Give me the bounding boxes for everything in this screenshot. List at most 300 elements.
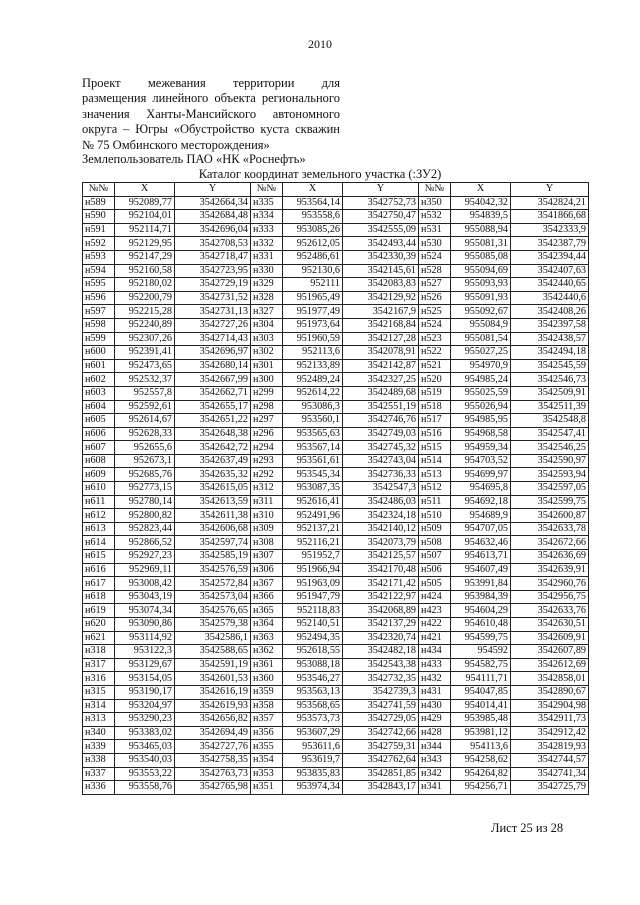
point-id-cell: н592 [83, 237, 115, 251]
y-coordinate-cell: 3542743,04 [343, 454, 419, 468]
x-coordinate-cell: 951963,09 [283, 577, 343, 591]
point-id-cell: н312 [251, 482, 283, 496]
x-coordinate-cell: 952137,21 [283, 522, 343, 536]
x-coordinate-cell: 953611,6 [283, 740, 343, 754]
x-coordinate-cell: 953974,34 [283, 781, 343, 795]
x-coordinate-cell: 952391,41 [115, 346, 175, 360]
y-coordinate-cell: 3542407,63 [511, 264, 589, 278]
point-id-cell: н526 [419, 291, 451, 305]
table-row [83, 318, 589, 332]
x-coordinate-cell: 952685,76 [115, 468, 175, 482]
x-coordinate-cell: 952673,1 [115, 454, 175, 468]
x-coordinate-cell: 951960,59 [283, 332, 343, 346]
y-coordinate-cell: 3542607,89 [511, 645, 589, 659]
y-coordinate-cell: 3542590,97 [511, 454, 589, 468]
point-id-cell: н430 [419, 699, 451, 713]
point-id-cell: н316 [83, 672, 115, 686]
point-id-cell: н596 [83, 291, 115, 305]
point-id-cell: н432 [419, 672, 451, 686]
x-coordinate-cell: 952180,02 [115, 278, 175, 292]
x-coordinate-cell: 955094,69 [451, 264, 511, 278]
table-row [83, 563, 589, 577]
title-line: округа – Югры «Обустройство куста скважин [82, 122, 340, 137]
y-coordinate-cell: 3542600,87 [511, 509, 589, 523]
point-id-cell: н314 [83, 699, 115, 713]
y-coordinate-cell: 3542633,78 [511, 522, 589, 536]
y-coordinate-cell: 3542599,75 [511, 495, 589, 509]
y-coordinate-cell: 3542440,6 [511, 291, 589, 305]
x-coordinate-cell: 952104,01 [115, 210, 175, 224]
x-coordinate-cell: 953190,17 [115, 685, 175, 699]
table-row [83, 196, 589, 210]
point-id-cell: н423 [419, 604, 451, 618]
y-coordinate-cell: 3542655,17 [175, 400, 251, 414]
y-coordinate-cell: 3542543,38 [343, 658, 419, 672]
point-id-cell: н621 [83, 631, 115, 645]
y-coordinate-cell: 3542672,66 [511, 536, 589, 550]
y-coordinate-cell: 3542746,76 [343, 414, 419, 428]
y-coordinate-cell: 3542494,18 [511, 346, 589, 360]
table-row [83, 278, 589, 292]
point-id-cell: н599 [83, 332, 115, 346]
point-id-cell: н306 [251, 563, 283, 577]
title-line: размещения линейного объекта регионального [82, 91, 340, 106]
point-id-cell: н307 [251, 550, 283, 564]
point-id-cell: н602 [83, 373, 115, 387]
y-coordinate-cell: 3542745,32 [343, 441, 419, 455]
point-id-cell: н521 [419, 359, 451, 373]
point-id-cell: н340 [83, 726, 115, 740]
y-coordinate-cell: 3542397,58 [511, 318, 589, 332]
table-row [83, 250, 589, 264]
y-coordinate-cell: 3542555,09 [343, 223, 419, 237]
y-coordinate-cell: 3542127,28 [343, 332, 419, 346]
table-row [83, 740, 589, 754]
point-id-cell: н317 [83, 658, 115, 672]
x-coordinate-cell: 953545,34 [283, 468, 343, 482]
point-id-cell: н308 [251, 536, 283, 550]
point-id-cell: н318 [83, 645, 115, 659]
y-coordinate-cell: 3542597,05 [511, 482, 589, 496]
x-coordinate-cell: 952532,37 [115, 373, 175, 387]
x-coordinate-cell: 953573,73 [283, 713, 343, 727]
x-coordinate-cell: 952147,29 [115, 250, 175, 264]
table-row [83, 414, 589, 428]
x-coordinate-cell: 954695,8 [451, 482, 511, 496]
point-id-cell: н329 [251, 278, 283, 292]
x-coordinate-cell: 954703,52 [451, 454, 511, 468]
project-title [82, 76, 340, 153]
y-coordinate-cell: 3542493,44 [343, 237, 419, 251]
x-coordinate-cell: 955081,31 [451, 237, 511, 251]
x-coordinate-cell: 954699,97 [451, 468, 511, 482]
point-id-cell: н362 [251, 645, 283, 659]
x-coordinate-cell: 954592 [451, 645, 511, 659]
y-coordinate-cell: 3542408,26 [511, 305, 589, 319]
x-coordinate-cell: 955027,25 [451, 346, 511, 360]
x-coordinate-cell: 954610,48 [451, 618, 511, 632]
y-coordinate-cell: 3542696,04 [175, 223, 251, 237]
y-coordinate-cell: 3542667,99 [175, 373, 251, 387]
table-row [83, 346, 589, 360]
table-row [83, 699, 589, 713]
y-coordinate-cell: 3542956,75 [511, 590, 589, 604]
y-coordinate-cell: 3542749,03 [343, 427, 419, 441]
y-coordinate-cell: 3542387,79 [511, 237, 589, 251]
point-id-cell: н336 [83, 781, 115, 795]
point-id-cell: н505 [419, 577, 451, 591]
table-row [83, 781, 589, 795]
point-id-cell: н342 [419, 767, 451, 781]
x-coordinate-cell: 954968,58 [451, 427, 511, 441]
title-line: № 75 Омбинского месторождения» [82, 137, 270, 152]
y-coordinate-cell: 3542664,34 [175, 196, 251, 210]
y-coordinate-cell: 3542696,97 [175, 346, 251, 360]
x-coordinate-cell: 953465,03 [115, 740, 175, 754]
point-id-cell: н595 [83, 278, 115, 292]
x-coordinate-cell: 955081,54 [451, 332, 511, 346]
y-coordinate-cell: 3542684,48 [175, 210, 251, 224]
point-id-cell: н513 [419, 468, 451, 482]
point-id-cell: н597 [83, 305, 115, 319]
point-id-cell: н617 [83, 577, 115, 591]
table-row [83, 645, 589, 659]
table-row [83, 441, 589, 455]
x-coordinate-cell: 952116,21 [283, 536, 343, 550]
point-id-cell: н344 [419, 740, 451, 754]
table-row [83, 577, 589, 591]
y-coordinate-cell: 3542851,85 [343, 767, 419, 781]
table-row [83, 658, 589, 672]
x-coordinate-cell: 952491,96 [283, 509, 343, 523]
y-coordinate-cell: 3542611,38 [175, 509, 251, 523]
y-coordinate-cell: 3542612,69 [511, 658, 589, 672]
point-id-cell: н365 [251, 604, 283, 618]
x-coordinate-cell: 952866,52 [115, 536, 175, 550]
table-row [83, 604, 589, 618]
table-row [83, 631, 589, 645]
x-coordinate-cell: 952616,41 [283, 495, 343, 509]
x-coordinate-cell: 952927,23 [115, 550, 175, 564]
point-id-cell: н523 [419, 332, 451, 346]
table-row [83, 672, 589, 686]
y-coordinate-cell: 3542630,51 [511, 618, 589, 632]
y-coordinate-cell: 3542330,39 [343, 250, 419, 264]
y-coordinate-cell: 3542763,73 [175, 767, 251, 781]
y-coordinate-cell: 3542547,41 [511, 427, 589, 441]
x-coordinate-cell: 952823,44 [115, 522, 175, 536]
y-coordinate-cell: 3542651,22 [175, 414, 251, 428]
point-id-cell: н339 [83, 740, 115, 754]
y-coordinate-cell: 3542613,59 [175, 495, 251, 509]
y-coordinate-cell: 3542736,33 [343, 468, 419, 482]
x-coordinate-cell: 953074,34 [115, 604, 175, 618]
y-coordinate-cell: 3542511,39 [511, 400, 589, 414]
x-coordinate-cell: 953984,39 [451, 590, 511, 604]
y-coordinate-cell: 3542741,59 [343, 699, 419, 713]
point-id-cell: н355 [251, 740, 283, 754]
y-coordinate-cell: 3541866,68 [511, 210, 589, 224]
column-header: X [283, 183, 343, 197]
x-coordinate-cell: 952628,33 [115, 427, 175, 441]
y-coordinate-cell: 3542739,3 [343, 685, 419, 699]
table-row [83, 482, 589, 496]
y-coordinate-cell: 3542911,73 [511, 713, 589, 727]
x-coordinate-cell: 953129,67 [115, 658, 175, 672]
table-row [83, 495, 589, 509]
point-id-cell: н331 [251, 250, 283, 264]
point-id-cell: н292 [251, 468, 283, 482]
point-id-cell: н351 [251, 781, 283, 795]
table-row [83, 359, 589, 373]
x-coordinate-cell: 953565,63 [283, 427, 343, 441]
y-coordinate-cell: 3542890,67 [511, 685, 589, 699]
coordinates-table [82, 182, 589, 795]
x-coordinate-cell: 954970,9 [451, 359, 511, 373]
y-coordinate-cell: 3542824,21 [511, 196, 589, 210]
y-coordinate-cell: 3542742,66 [343, 726, 419, 740]
point-id-cell: н296 [251, 427, 283, 441]
x-coordinate-cell: 952614,67 [115, 414, 175, 428]
point-id-cell: н515 [419, 441, 451, 455]
table-row [83, 590, 589, 604]
x-coordinate-cell: 953981,12 [451, 726, 511, 740]
x-coordinate-cell: 951977,49 [283, 305, 343, 319]
point-id-cell: н330 [251, 264, 283, 278]
point-id-cell: н528 [419, 264, 451, 278]
point-id-cell: н299 [251, 386, 283, 400]
column-header: Y [175, 183, 251, 197]
y-coordinate-cell: 3542509,91 [511, 386, 589, 400]
y-coordinate-cell: 3542588,65 [175, 645, 251, 659]
x-coordinate-cell: 953086,3 [283, 400, 343, 414]
table-row [83, 264, 589, 278]
x-coordinate-cell: 952129,95 [115, 237, 175, 251]
x-coordinate-cell: 952473,65 [115, 359, 175, 373]
y-coordinate-cell: 3542723,95 [175, 264, 251, 278]
point-id-cell: н356 [251, 726, 283, 740]
y-coordinate-cell: 3542639,91 [511, 563, 589, 577]
x-coordinate-cell: 954692,18 [451, 495, 511, 509]
y-coordinate-cell: 3542327,25 [343, 373, 419, 387]
x-coordinate-cell: 954707,05 [451, 522, 511, 536]
point-id-cell: н309 [251, 522, 283, 536]
x-coordinate-cell: 954632,46 [451, 536, 511, 550]
column-header: №№ [83, 183, 115, 197]
point-id-cell: н601 [83, 359, 115, 373]
table-row [83, 468, 589, 482]
x-coordinate-cell: 954985,95 [451, 414, 511, 428]
y-coordinate-cell: 3542324,18 [343, 509, 419, 523]
x-coordinate-cell: 954582,75 [451, 658, 511, 672]
y-coordinate-cell: 3542912,42 [511, 726, 589, 740]
y-coordinate-cell: 3542727,76 [175, 740, 251, 754]
y-coordinate-cell: 3542125,57 [343, 550, 419, 564]
x-coordinate-cell: 953090,86 [115, 618, 175, 632]
x-coordinate-cell: 955026,94 [451, 400, 511, 414]
point-id-cell: н433 [419, 658, 451, 672]
y-coordinate-cell: 3542440,65 [511, 278, 589, 292]
y-coordinate-cell: 3542597,74 [175, 536, 251, 550]
table-row [83, 291, 589, 305]
y-coordinate-cell: 3542750,47 [343, 210, 419, 224]
point-id-cell: н304 [251, 318, 283, 332]
x-coordinate-cell: 952200,79 [115, 291, 175, 305]
y-coordinate-cell: 3542170,48 [343, 563, 419, 577]
y-coordinate-cell: 3542843,17 [343, 781, 419, 795]
point-id-cell: н516 [419, 427, 451, 441]
point-id-cell: н610 [83, 482, 115, 496]
point-id-cell: н510 [419, 509, 451, 523]
y-coordinate-cell: 3542714,43 [175, 332, 251, 346]
table-row [83, 427, 589, 441]
y-coordinate-cell: 3542741,34 [511, 767, 589, 781]
x-coordinate-cell: 954047,85 [451, 685, 511, 699]
point-id-cell: н531 [419, 223, 451, 237]
y-coordinate-cell: 3542731,52 [175, 291, 251, 305]
x-coordinate-cell: 953383,02 [115, 726, 175, 740]
table-row [83, 386, 589, 400]
y-coordinate-cell: 3542579,38 [175, 618, 251, 632]
y-coordinate-cell: 3542708,53 [175, 237, 251, 251]
y-coordinate-cell: 3542694,49 [175, 726, 251, 740]
y-coordinate-cell: 3542438,57 [511, 332, 589, 346]
x-coordinate-cell: 953561,61 [283, 454, 343, 468]
x-coordinate-cell: 955092,67 [451, 305, 511, 319]
y-coordinate-cell: 3542576,65 [175, 604, 251, 618]
y-coordinate-cell: 3542727,26 [175, 318, 251, 332]
x-coordinate-cell: 953553,22 [115, 767, 175, 781]
point-id-cell: н612 [83, 509, 115, 523]
point-id-cell: н611 [83, 495, 115, 509]
y-coordinate-cell: 3542551,19 [343, 400, 419, 414]
x-coordinate-cell: 952089,77 [115, 196, 175, 210]
y-coordinate-cell: 3542073,79 [343, 536, 419, 550]
x-coordinate-cell: 953546,27 [283, 672, 343, 686]
y-coordinate-cell: 3542729,05 [343, 713, 419, 727]
table-row [83, 726, 589, 740]
x-coordinate-cell: 955088,94 [451, 223, 511, 237]
table-row [83, 618, 589, 632]
y-coordinate-cell: 3542591,19 [175, 658, 251, 672]
point-id-cell: н421 [419, 631, 451, 645]
x-coordinate-cell: 952113,6 [283, 346, 343, 360]
point-id-cell: н366 [251, 590, 283, 604]
x-coordinate-cell: 951947,79 [283, 590, 343, 604]
x-coordinate-cell: 953008,42 [115, 577, 175, 591]
point-id-cell: н594 [83, 264, 115, 278]
point-id-cell: н616 [83, 563, 115, 577]
column-header: Y [511, 183, 589, 197]
y-coordinate-cell: 3542593,94 [511, 468, 589, 482]
y-coordinate-cell: 3542145,61 [343, 264, 419, 278]
y-coordinate-cell: 3542960,76 [511, 577, 589, 591]
x-coordinate-cell: 952655,6 [115, 441, 175, 455]
x-coordinate-cell: 952494,35 [283, 631, 343, 645]
table-row [83, 713, 589, 727]
point-id-cell: н520 [419, 373, 451, 387]
table-row [83, 237, 589, 251]
y-coordinate-cell: 3542633,76 [511, 604, 589, 618]
x-coordinate-cell: 953085,26 [283, 223, 343, 237]
y-coordinate-cell: 3542068,89 [343, 604, 419, 618]
point-id-cell: н434 [419, 645, 451, 659]
point-id-cell: н367 [251, 577, 283, 591]
x-coordinate-cell: 953607,29 [283, 726, 343, 740]
point-id-cell: н615 [83, 550, 115, 564]
y-coordinate-cell: 3542320,74 [343, 631, 419, 645]
y-coordinate-cell: 3542656,82 [175, 713, 251, 727]
x-coordinate-cell: 954959,34 [451, 441, 511, 455]
x-coordinate-cell: 953558,6 [283, 210, 343, 224]
point-id-cell: н350 [419, 196, 451, 210]
x-coordinate-cell: 952307,26 [115, 332, 175, 346]
x-coordinate-cell: 953154,05 [115, 672, 175, 686]
y-coordinate-cell: 3542758,35 [175, 753, 251, 767]
table-body [83, 196, 589, 794]
column-header: №№ [419, 183, 451, 197]
x-coordinate-cell: 952486,61 [283, 250, 343, 264]
x-coordinate-cell: 953568,65 [283, 699, 343, 713]
x-coordinate-cell: 952118,83 [283, 604, 343, 618]
x-coordinate-cell: 953088,18 [283, 658, 343, 672]
column-header: №№ [251, 183, 283, 197]
x-coordinate-cell: 953043,19 [115, 590, 175, 604]
x-coordinate-cell: 954985,24 [451, 373, 511, 387]
point-id-cell: н341 [419, 781, 451, 795]
y-coordinate-cell: 3542819,93 [511, 740, 589, 754]
table-row [83, 223, 589, 237]
y-coordinate-cell: 3542394,44 [511, 250, 589, 264]
point-id-cell: н361 [251, 658, 283, 672]
point-id-cell: н508 [419, 536, 451, 550]
x-coordinate-cell: 953114,92 [115, 631, 175, 645]
y-coordinate-cell: 3542168,84 [343, 318, 419, 332]
point-id-cell: н293 [251, 454, 283, 468]
y-coordinate-cell: 3542648,38 [175, 427, 251, 441]
point-id-cell: н514 [419, 454, 451, 468]
y-coordinate-cell: 3542752,73 [343, 196, 419, 210]
title-line: значения Ханты-Мансийского автономного [82, 106, 340, 121]
point-id-cell: н300 [251, 373, 283, 387]
y-coordinate-cell: 3542333,9 [511, 223, 589, 237]
x-coordinate-cell: 952215,28 [115, 305, 175, 319]
point-id-cell: н422 [419, 618, 451, 632]
point-id-cell: н301 [251, 359, 283, 373]
point-id-cell: н512 [419, 482, 451, 496]
point-id-cell: н618 [83, 590, 115, 604]
x-coordinate-cell: 954613,71 [451, 550, 511, 564]
x-coordinate-cell: 955025,59 [451, 386, 511, 400]
table-row [83, 767, 589, 781]
point-id-cell: н518 [419, 400, 451, 414]
point-id-cell: н608 [83, 454, 115, 468]
point-id-cell: н315 [83, 685, 115, 699]
point-id-cell: н525 [419, 305, 451, 319]
y-coordinate-cell: 3542680,14 [175, 359, 251, 373]
x-coordinate-cell: 952114,71 [115, 223, 175, 237]
y-coordinate-cell: 3542572,84 [175, 577, 251, 591]
land-user: Землепользователь ПАО «НК «Роснефть» [82, 152, 306, 166]
y-coordinate-cell: 3542078,91 [343, 346, 419, 360]
x-coordinate-cell: 953558,76 [115, 781, 175, 795]
y-coordinate-cell: 3542140,12 [343, 522, 419, 536]
x-coordinate-cell: 952160,58 [115, 264, 175, 278]
point-id-cell: н431 [419, 685, 451, 699]
point-id-cell: н338 [83, 753, 115, 767]
point-id-cell: н605 [83, 414, 115, 428]
x-coordinate-cell: 954839,5 [451, 210, 511, 224]
